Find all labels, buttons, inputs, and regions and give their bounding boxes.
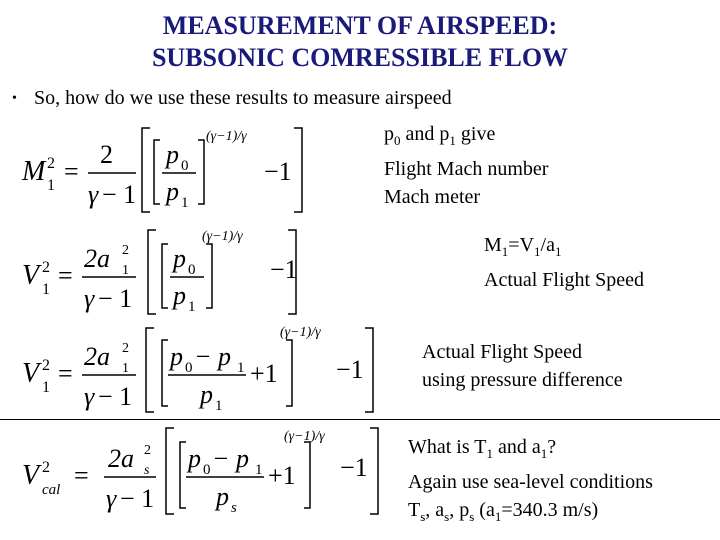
bullet-text: So, how do we use these results to measure airspeed [34, 87, 452, 109]
eq3-lhs-sup: 2 [42, 357, 50, 374]
slide-title-line1: MEASUREMENT OF AIRSPEED: [162, 11, 558, 40]
eq4-num-sup: 2 [144, 443, 151, 458]
eq1-p-den-sub: 1 [181, 195, 189, 211]
eq2-lhs: V [22, 260, 40, 291]
eq3-inner-bracket-left [162, 340, 168, 406]
eq4-outer-bracket-right [370, 428, 378, 514]
eq2-lhs-sub: 1 [42, 281, 50, 298]
eq3-equals: = [58, 359, 73, 388]
eq3-frac-num-a-sub: 0 [185, 360, 193, 376]
eq1-lhs-sup: 2 [47, 155, 55, 172]
eq1-lhs: M [22, 156, 46, 187]
eq4-frac-num-a: p [188, 444, 201, 473]
note-mach-meter-line1: $p_0$ and $p_1$ give [384, 123, 496, 148]
note-sea-level-line2: Again use sea-level conditions [408, 471, 653, 493]
eq2-outer-bracket-left [148, 230, 156, 314]
eq2-lhs-sup: 2 [42, 259, 50, 276]
note-flight-speed-line2: Actual Flight Speed [484, 269, 644, 291]
eq1-p-den: p [166, 177, 179, 206]
eq2-minus-one: −1 [270, 255, 298, 284]
eq2-exponent: (γ−1)/γ [202, 229, 243, 244]
eq4-frac-num-b-sub: 1 [255, 462, 263, 478]
eq4-den-gamma: γ [106, 484, 117, 513]
eq3-plus-one: +1 [250, 359, 278, 388]
eq2-p-num: p [173, 244, 186, 273]
eq3-lhs: V [22, 358, 40, 389]
note-flight-speed [484, 231, 644, 294]
eq2-inner-bracket-right [206, 244, 212, 308]
eq1-minus-one: −1 [264, 157, 292, 186]
eq3-numerator: 2a [84, 342, 110, 371]
eq4-frac-num-mid: − p [212, 444, 250, 473]
eq2-den-gamma: γ [84, 284, 95, 313]
note-mach-meter-line3: Mach meter [384, 186, 481, 208]
eq4-exponent: (γ−1)/γ [284, 429, 325, 444]
eq2-equals: = [58, 261, 73, 290]
eq3-frac-den: p [200, 380, 213, 409]
eq4-minus-one: −1 [340, 453, 368, 482]
note-mach-meter [384, 120, 548, 211]
eq3-exponent: (γ−1)/γ [280, 325, 321, 340]
eq4-inner-bracket-right [304, 442, 310, 508]
eq4-numerator: 2a [108, 444, 134, 473]
equation-flight-speed [18, 222, 318, 322]
eq3-den-gamma: γ [84, 382, 95, 411]
eq3-outer-bracket-right [365, 328, 373, 412]
equation-calibrated-airspeed [18, 424, 398, 524]
equation-mach-number [18, 118, 318, 218]
bullet-item [12, 86, 452, 111]
note-pressure-difference-line1: Actual Flight Speed [422, 341, 582, 363]
eq1-exponent: (γ−1)/γ [206, 129, 247, 144]
note-pressure-difference [422, 338, 623, 394]
eq2-den-rest: − 1 [98, 284, 133, 313]
eq4-inner-bracket-left [180, 442, 186, 508]
eq2-num-sub: 1 [122, 263, 129, 278]
eq3-frac-num-a: p [170, 342, 183, 371]
eq2-numerator: 2a [84, 244, 110, 273]
eq3-outer-bracket-left [146, 328, 154, 412]
eq4-frac-num-a-sub: 0 [203, 462, 211, 478]
eq1-outer-bracket-right [294, 128, 302, 212]
note-pressure-difference-line2: using pressure difference [422, 369, 623, 391]
eq3-frac-den-sub: 1 [215, 398, 223, 414]
eq4-frac-den: p [216, 482, 229, 511]
eq3-frac-num-mid: − p [194, 342, 232, 371]
eq4-lhs: V [22, 460, 40, 491]
eq3-inner-bracket-right [286, 340, 292, 406]
eq1-outer-bracket-left [142, 128, 150, 212]
equation-speed-pressure-difference [18, 322, 398, 422]
eq3-frac-num-b-sub: 1 [237, 360, 245, 376]
note-sea-level-line3: $T_s$, $a_s$, $p_s$ ($a_1=340.3$ m/s) [408, 499, 599, 524]
separator-line [0, 419, 720, 420]
eq2-p-den: p [173, 281, 186, 310]
eq1-p-num-sub: 0 [181, 158, 189, 174]
eq2-p-num-sub: 0 [188, 262, 196, 278]
eq1-lhs-sub: 1 [47, 177, 55, 194]
note-sea-level-line1: What is $T_1$ and $a_1$? [408, 436, 557, 461]
eq4-equals: = [74, 461, 89, 490]
eq1-numerator: 2 [100, 140, 113, 169]
eq1-p-num: p [166, 140, 179, 169]
eq4-lhs-sup: 2 [42, 459, 50, 476]
eq2-num-sup: 2 [122, 243, 129, 258]
eq3-num-sup: 2 [122, 341, 129, 356]
eq3-num-sub: 1 [122, 361, 129, 376]
eq3-minus-one: −1 [336, 355, 364, 384]
slide-title-line2: SUBSONIC COMRESSIBLE FLOW [151, 43, 569, 72]
note-sea-level [408, 433, 653, 531]
eq1-den-gamma: γ [88, 180, 99, 209]
eq4-outer-bracket-left [166, 428, 174, 514]
eq4-lhs-sub: cal [42, 482, 61, 498]
eq1-equals: = [64, 157, 79, 186]
eq3-lhs-sub: 1 [42, 379, 50, 396]
eq1-inner-bracket-left [154, 140, 160, 204]
eq1-inner-bracket-right [198, 140, 204, 204]
eq4-num-sub: s [144, 463, 150, 478]
eq1-den-rest: − 1 [102, 180, 137, 209]
note-mach-meter-line2: Flight Mach number [384, 158, 549, 180]
eq4-frac-den-sub: s [231, 500, 237, 516]
eq2-p-den-sub: 1 [188, 299, 196, 315]
eq4-den-rest: − 1 [120, 484, 155, 513]
eq3-den-rest: − 1 [98, 382, 133, 411]
note-flight-speed-line1: $M_1=V_1/a_1$ [484, 234, 562, 259]
bullet-icon: • [12, 91, 17, 106]
eq4-plus-one: +1 [268, 461, 296, 490]
eq2-inner-bracket-left [162, 244, 168, 308]
